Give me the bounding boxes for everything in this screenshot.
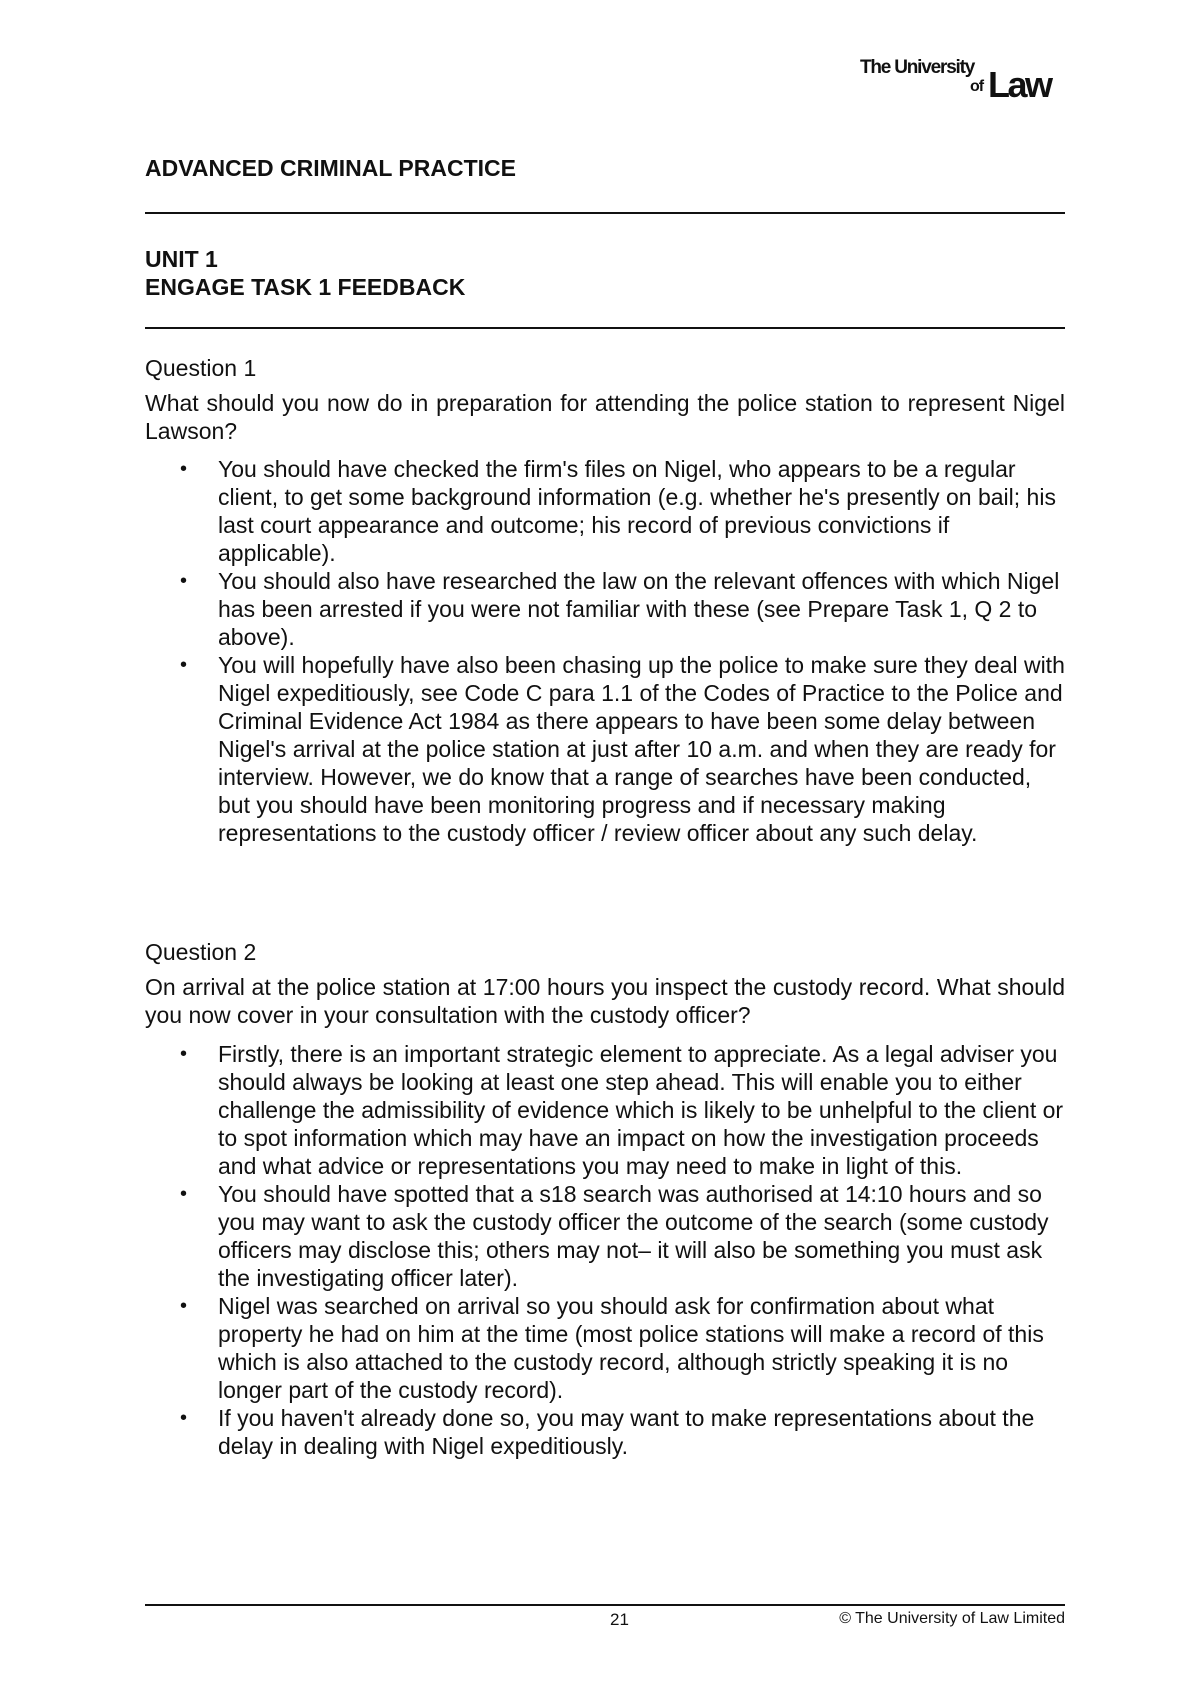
question-2-heading: Question 2 <box>145 939 257 965</box>
page-number: 21 <box>610 1610 629 1629</box>
answer-text: If you haven't already done so, you may want to make representations about the delay in dealing with Nigel expeditiously. <box>218 1405 1035 1459</box>
answer-text: You will hopefully have also been chasing up the police to make sure they deal with Nigel expeditiously, see Code C para 1.1 of the Codes of Practice to the Police and Criminal Evidence Act 1984 as there appears to have been some delay between Nigel's arrival at the police station at just after 10 a.m. and when they are ready for interview. However, we do know that a range of searches have been conducted, but you should have been monitoring progress and if necessary making representations to the custody officer / review officer about any such delay. <box>218 652 1065 846</box>
answer-text: You should also have researched the law on the relevant offences with which Nigel has been arrested if you were not familiar with these (see Prepare Task 1, Q 2 to above). <box>218 568 1060 650</box>
list-item <box>145 567 1065 651</box>
question-2-text: On arrival at the police station at 17:00 hours you inspect the custody record. What should you now cover in your consultation with the custody officer? <box>145 974 1065 1028</box>
course-title: ADVANCED CRIMINAL PRACTICE <box>145 155 516 181</box>
list-item <box>145 1404 1065 1460</box>
bullet-icon: • <box>180 1043 188 1065</box>
logo-text-university: The University <box>860 57 975 78</box>
header-divider-top <box>145 212 1065 214</box>
unit-label: UNIT 1 <box>145 246 218 272</box>
question-2-answer-list <box>145 1040 1065 1460</box>
question-1-text: What should you now do in preparation for attending the police station to represent Nigel Lawson? <box>145 390 1065 444</box>
list-item <box>145 1292 1065 1404</box>
list-item <box>145 1040 1065 1180</box>
task-label: ENGAGE TASK 1 FEEDBACK <box>145 274 466 300</box>
answer-text: Firstly, there is an important strategic element to appreciate. As a legal adviser you should always be looking at least one step ahead. This will enable you to either challenge the admissibility of evidence which is likely to be unhelpful to the client or to spot information which may have an impact on how the investigation proceeds and what advice or representations you may need to make in light of this. <box>218 1041 1064 1179</box>
answer-text: Nigel was searched on arrival so you should ask for confirmation about what property he had on him at the time (most police stations will make a record of this which is also attached to the custody record, although strictly speaking it is no longer part of the custody record). <box>218 1293 1044 1403</box>
question-1-answer-list <box>145 455 1065 847</box>
university-logo <box>860 57 1070 105</box>
logo-text-of: of <box>970 78 984 95</box>
question-1-heading: Question 1 <box>145 355 257 381</box>
list-item <box>145 651 1065 847</box>
copyright-notice: © The University of Law Limited <box>839 1610 1065 1627</box>
bullet-icon: • <box>180 654 188 676</box>
footer-divider <box>145 1604 1065 1606</box>
answer-text: You should have checked the firm's files on Nigel, who appears to be a regular client, to get some background information (e.g. whether he's presently on bail; his last court appearance and outcome; his record of previous convictions if applicable). <box>218 456 1056 566</box>
list-item <box>145 455 1065 567</box>
bullet-icon: • <box>180 1407 188 1429</box>
bullet-icon: • <box>180 1183 188 1205</box>
logo-text-law: Law <box>988 64 1051 105</box>
bullet-icon: • <box>180 570 188 592</box>
list-item <box>145 1180 1065 1292</box>
bullet-icon: • <box>180 458 188 480</box>
header-divider-bottom <box>145 327 1065 329</box>
unit-heading-block <box>145 245 465 301</box>
bullet-icon: • <box>180 1295 188 1317</box>
answer-text: You should have spotted that a s18 search was authorised at 14:10 hours and so you may want to ask the custody officer the outcome of the search (some custody officers may disclose this; others may not– it will also be something you must ask the investigating officer later). <box>218 1181 1049 1291</box>
